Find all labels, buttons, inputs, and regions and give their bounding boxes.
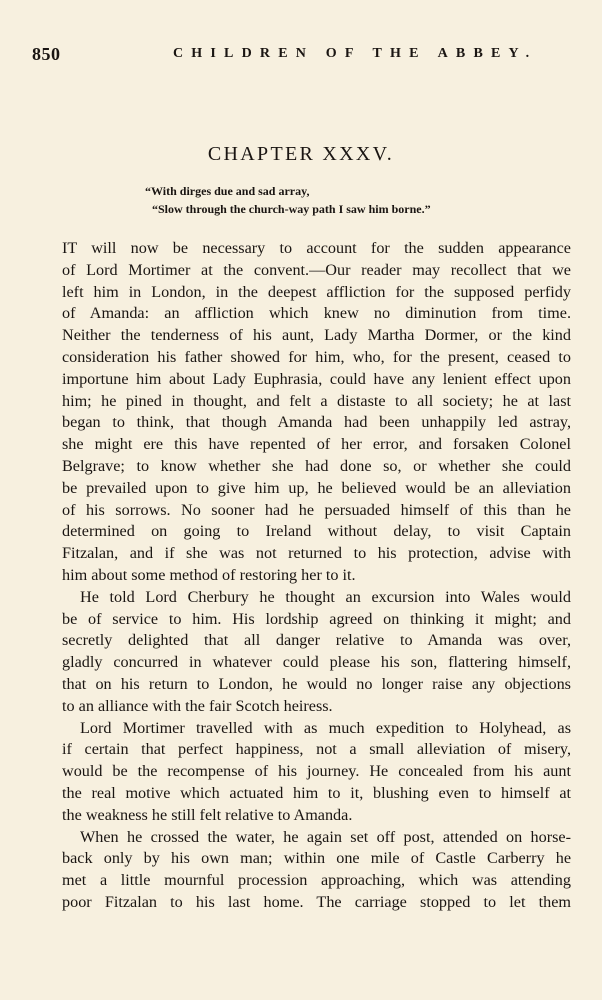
- text-line: left him in London, in the deepest affliction for the supposed perfidy: [62, 282, 571, 301]
- text-line: He told Lord Cherbury he thought an excursion into Wales would: [80, 587, 571, 606]
- text-line: When he crossed the water, he again set off post, attended on horse-: [80, 827, 571, 846]
- text-line: of his sorrows. No sooner had he persuaded himself of this than he: [62, 500, 571, 519]
- text-line: that on his return to London, he would no longer raise any objections: [62, 674, 571, 693]
- text-line: Lord Mortimer travelled with as much expedition to Holyhead, as: [80, 718, 571, 737]
- text-line: him about some method of restoring her to it.: [62, 565, 356, 584]
- text-line: would be the recompense of his journey. He concealed from his aunt: [62, 762, 571, 781]
- text-line: be prevailed upon to give him up, he believed would be an alleviation: [62, 478, 571, 497]
- text-line: secretly delighted that all danger relative to Amanda was over,: [62, 631, 571, 650]
- text-line: to an alliance with the fair Scotch heiress.: [62, 696, 333, 715]
- chapter-title: CHAPTER XXXV.: [207, 143, 395, 165]
- text-line: gladly concurred in whatever could please his son, flattering himself,: [62, 653, 571, 672]
- epigraph: [145, 182, 505, 218]
- text-line: consideration his father showed for him, who, for the present, ceased to: [62, 347, 571, 366]
- text-line: be of service to him. His lordship agreed on thinking it might; and: [62, 609, 571, 628]
- epigraph-line: “Slow through the church-way path I saw him borne.”: [152, 202, 431, 216]
- text-line: IT will now be necessary to account for the sudden appearance: [62, 239, 571, 257]
- page-number: 850: [32, 44, 61, 64]
- text-line: Belgrave; to know whether she had done so, or whether she could: [62, 456, 571, 475]
- text-line: of Lord Mortimer at the convent.—Our reader may recollect that we: [62, 260, 571, 279]
- text-line: of Amanda: an affliction which knew no diminution from time.: [62, 304, 571, 323]
- text-line: back only by his own man; within one mile of Castle Carberry he: [62, 849, 571, 868]
- text-line: determined on going to Ireland without delay, to visit Captain: [62, 522, 571, 541]
- text-line: the real motive which actuated him to it, blushing even to himself at: [62, 783, 571, 802]
- epigraph-line: “With dirges due and sad array,: [145, 184, 310, 198]
- text-line: began to think, that though Amanda had been unhappily led astray,: [62, 413, 571, 432]
- text-line: if certain that perfect happiness, not a small alleviation of misery,: [62, 740, 571, 759]
- text-line: him; he pined in thought, and felt a distaste to all society; he at last: [62, 391, 571, 410]
- text-line: importune him about Lady Euphrasia, could have any lenient effect upon: [62, 369, 571, 388]
- text-line: Fitzalan, and if she was not returned to his protection, advise with: [62, 544, 571, 563]
- text-line: the weakness he still felt relative to Amanda.: [62, 805, 353, 824]
- text-line: she might ere this have repented of her error, and forsaken Colonel: [62, 435, 571, 454]
- text-line: poor Fitzalan to his last home. The carriage stopped to let them: [62, 892, 571, 911]
- running-title: CHILDREN OF THE ABBEY.: [173, 46, 538, 61]
- body-text: [62, 238, 571, 914]
- running-header: [32, 44, 577, 68]
- text-line: met a little mournful procession approaching, which was attending: [62, 871, 571, 890]
- text-line: Neither the tenderness of his aunt, Lady Martha Dormer, or the kind: [62, 326, 571, 345]
